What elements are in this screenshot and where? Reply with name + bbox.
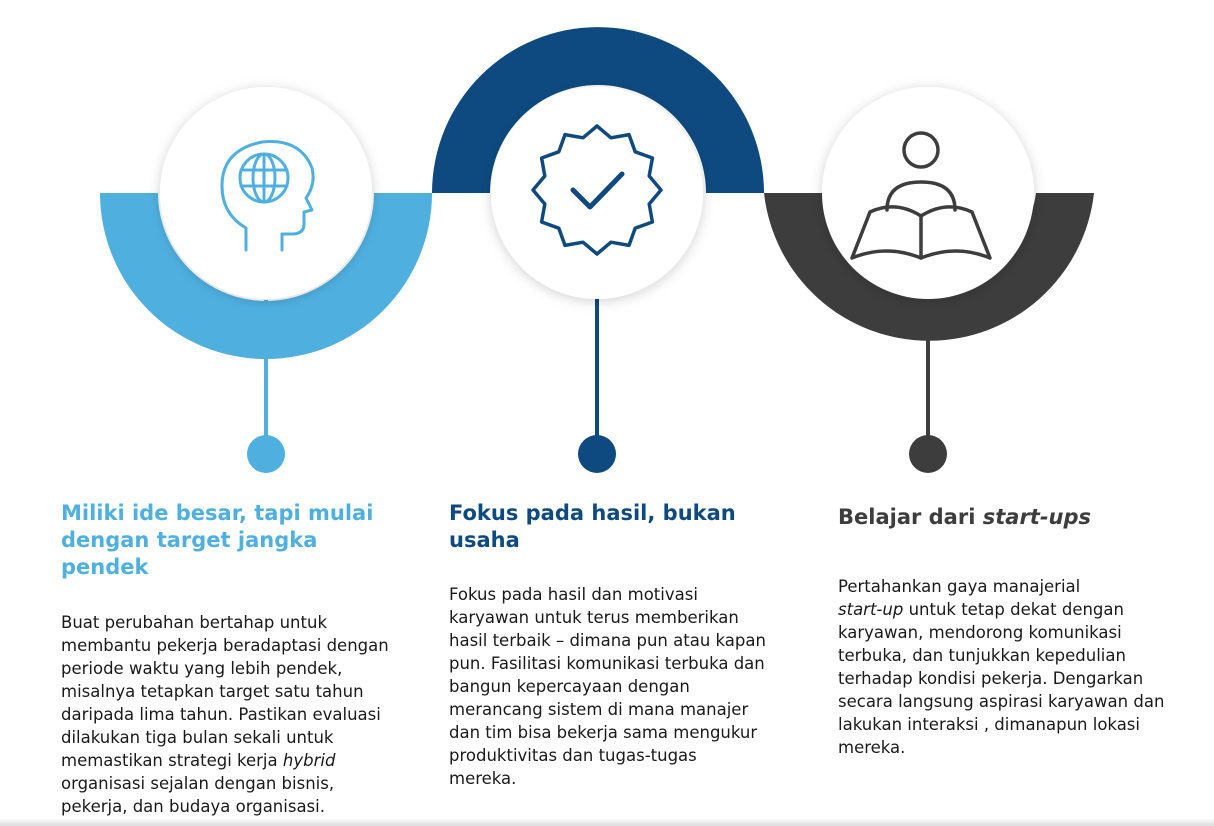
step-3-body-lead: Pertahankan gaya manajerial <box>838 577 1081 596</box>
icon-circle-1 <box>160 87 372 299</box>
icon-circle-3 <box>822 87 1034 299</box>
step-3-body-text: untuk tetap dekat dengan karyawan, mendorong komunikasi terbuka, dan tunjukkan kepedulian terhadap kondisi pekerja. Dengarkan secara langsung aspirasi karyawan dan lakukan interaksi , dimanapun lokasi mereka. <box>838 600 1165 757</box>
step-1-title: Miliki ide besar, tapi mulai dengan target jangka pendek <box>61 501 374 579</box>
step-3 <box>838 500 1168 759</box>
step-2-title: Fokus pada hasil, bukan usaha <box>449 501 736 552</box>
step-2 <box>449 500 769 790</box>
step-3-title-emphasis: start-ups <box>982 505 1092 529</box>
step-3-title <box>838 500 1168 531</box>
step-1-body <box>61 611 391 818</box>
step-1-body-text-end: organisasi sejalan dengan bisnis, pekerja, dan budaya organisasi. <box>61 774 335 816</box>
step-3-body-emphasis: start-up <box>838 600 904 619</box>
step-1 <box>61 500 391 818</box>
step-1-body-text: Buat perubahan bertahap untuk membantu pekerja beradaptasi dengan periode waktu yang lebih pendek, misalnya tetapkan target satu tahun daripada lima tahun. Pastikan evaluasi dilakukan tiga bulan sekali untuk memastikan strategi kerja <box>61 613 389 770</box>
icon-circle-2 <box>491 87 703 299</box>
bottom-divider <box>0 818 1214 826</box>
dark-blue-dot <box>578 435 616 473</box>
dark-gray-dot <box>909 435 947 473</box>
step-1-body-emphasis: hybrid <box>282 751 336 770</box>
light-blue-dot <box>247 435 285 473</box>
step-3-body <box>838 575 1168 759</box>
step-2-body: Fokus pada hasil dan motivasi karyawan untuk terus memberikan hasil terbaik – dimana pun atau kapan pun. Fasilitasi komunikasi terbuka dan bangun kepercayaan dengan merancang sistem di mana manajer dan tim bisa bekerja sama mengukur produktivitas dan tugas-tugas mereka. <box>449 585 766 788</box>
step-3-title-text: Belajar dari <box>838 505 983 529</box>
